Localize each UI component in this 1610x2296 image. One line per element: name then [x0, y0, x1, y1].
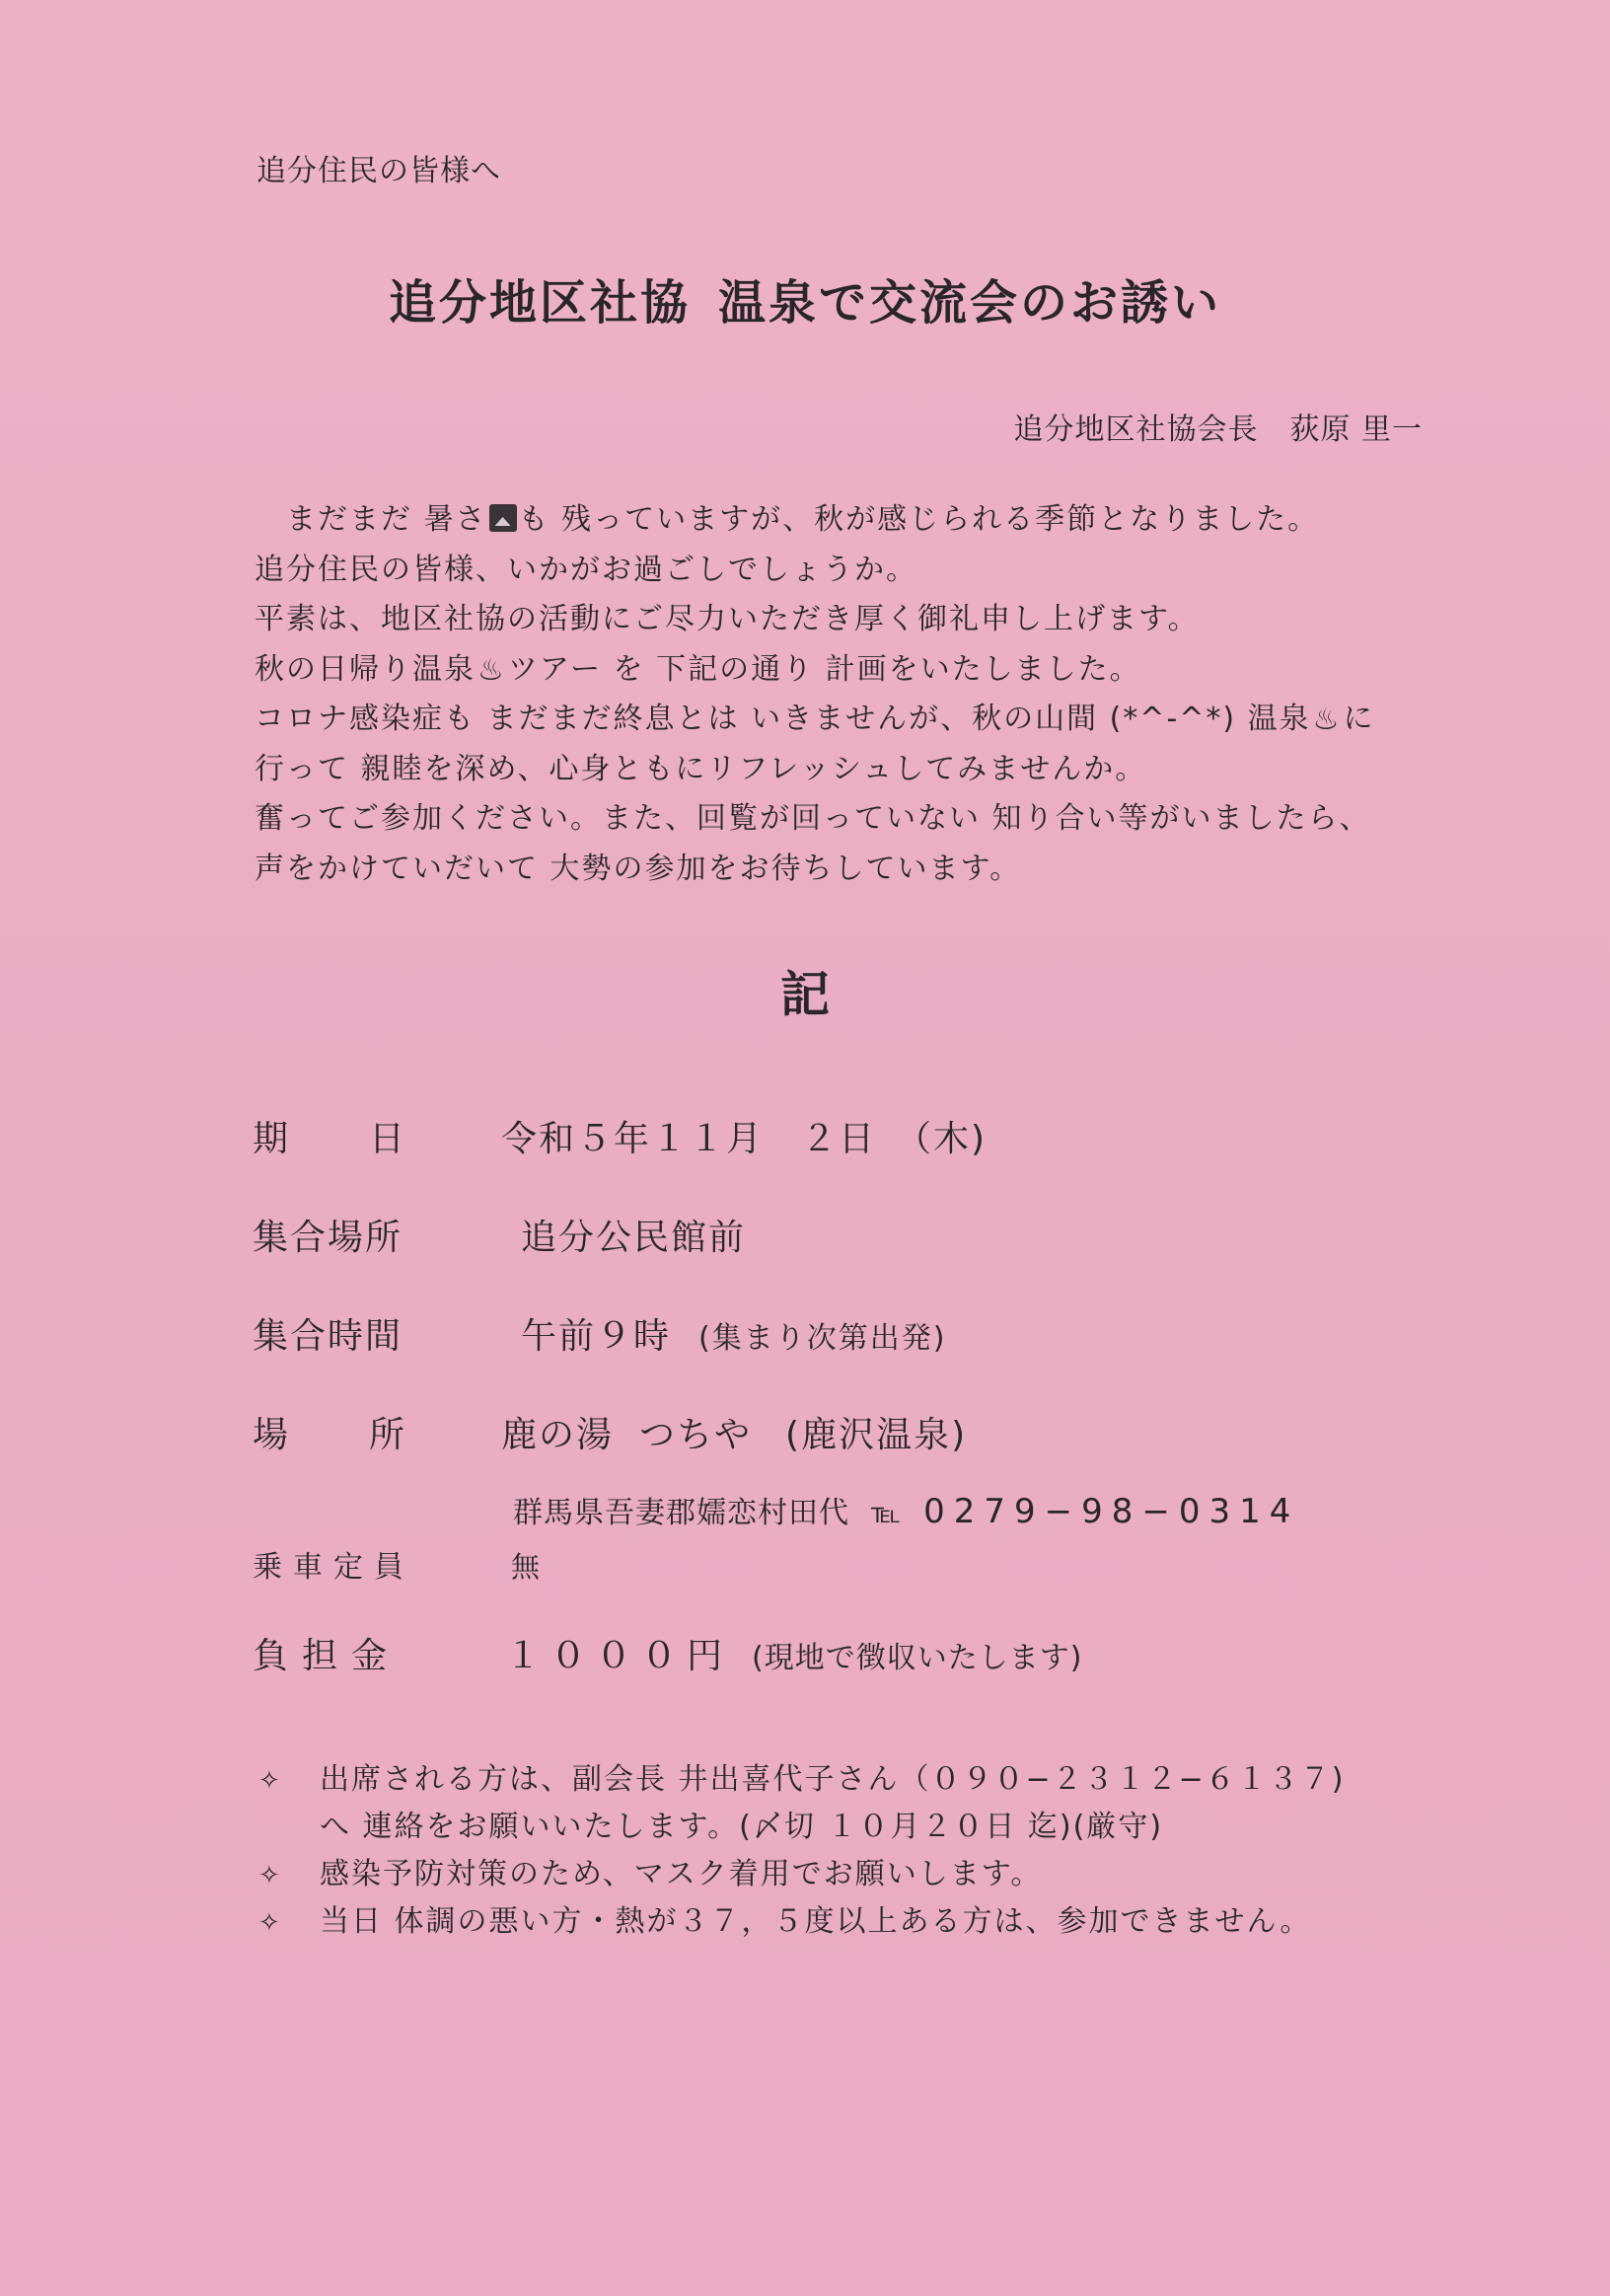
venue-label-char-1: 場 — [253, 1415, 291, 1455]
body-line-8: 声をかけていだいて 大勢の参加をお待ちしています。 — [255, 851, 1022, 886]
date-label-char-2: 日 — [369, 1119, 407, 1159]
hot-spring-icon: ♨ — [477, 652, 506, 688]
note-rsvp-line-1: 出席される方は、副会長 井出喜代子さん（０９０−２３１２−６１３７) — [320, 1762, 1346, 1797]
venue-value — [501, 1407, 967, 1457]
body-line-5 — [255, 695, 1438, 745]
addressee: 追分住民の皆様へ — [256, 154, 501, 188]
note-health-text: 当日 体調の悪い方・熱が３７，５度以上ある方は、参加できません。 — [320, 1904, 1312, 1939]
venue-label — [253, 1407, 406, 1457]
body-line-4a: 秋の日帰り温泉 — [255, 651, 476, 687]
sparkle-bullet-icon: ✧ — [258, 1908, 282, 1938]
body-line-5b: に — [1343, 702, 1375, 736]
sparkle-bullet-icon: ✧ — [258, 1861, 282, 1890]
capacity-label: 乗車定員 — [253, 1550, 414, 1585]
body-line-4 — [255, 645, 1438, 696]
note-rsvp-line-2: へ 連絡をお願いいたします。(〆切 １０月２０日 迄)(厳守) — [320, 1810, 1164, 1844]
body-line-6: 行って 親睦を深め、心身ともにリフレッシュしてみませんか。 — [255, 751, 1147, 786]
venue-note: (鹿沢温泉) — [785, 1415, 968, 1455]
body-line-7: 奮ってご参加ください。また、回覧が回っていない 知り合い等がいましたら、 — [255, 801, 1371, 836]
note-item-rsvp — [258, 1756, 1346, 1804]
page-title — [0, 264, 1610, 333]
fee-note: (現地で徴収いたします) — [752, 1641, 1083, 1675]
fee-value — [505, 1628, 1082, 1678]
author-name: 荻原 里一 — [1289, 412, 1423, 447]
date-label-char-1: 期 — [253, 1119, 291, 1159]
body-line-1a: まだまだ 暑さ — [286, 502, 487, 537]
note-item-mask — [258, 1851, 1346, 1898]
phone-icon: ℡ — [871, 1497, 903, 1529]
body-line-3: 平素は、地区社協の活動にご尽力いただき厚く御礼申し上げます。 — [255, 602, 1200, 636]
body-line-1b: も 残っていますが、秋が感じられる季節となりました。 — [518, 502, 1320, 537]
body-line-1 — [255, 495, 1438, 546]
meeting-time-note: (集まり次第出発) — [698, 1321, 947, 1356]
note-item-health — [258, 1898, 1346, 1946]
meeting-place-value: 追分公民館前 — [521, 1218, 747, 1258]
meeting-place-label: 集合場所 — [253, 1218, 403, 1258]
title-organization: 追分地区社協 — [388, 275, 691, 331]
author-role: 追分地区社協会長 — [1013, 412, 1259, 447]
meeting-time-label: 集合時間 — [253, 1316, 403, 1357]
venue-name-2: つちや — [639, 1415, 753, 1455]
venue-address — [513, 1488, 1299, 1531]
address-text: 群馬県吾妻郡嬬恋村田代 — [513, 1496, 849, 1530]
capacity-value: 無 — [511, 1550, 541, 1584]
sun-icon — [489, 504, 517, 532]
meeting-time: 午前９時 — [521, 1316, 672, 1357]
note-mask-text: 感染予防対策のため、マスク着用でお願いします。 — [320, 1857, 1043, 1891]
body-line-5a: コロナ感染症も まだまだ終息とは いきませんが、秋の山間 (*^-^*) 温泉 — [255, 702, 1311, 736]
venue-name: 鹿の湯 — [501, 1415, 615, 1455]
title-event: 温泉で交流会のお誘い — [718, 275, 1222, 331]
notes-list — [258, 1756, 1346, 1946]
date-label — [253, 1111, 406, 1161]
author — [1013, 405, 1423, 448]
venue-label-char-2: 所 — [369, 1415, 407, 1455]
body-line-4b: ツアー を 下記の通り 計画をいたしました。 — [507, 651, 1141, 687]
date-value: 令和５年１１月 ２日 （木) — [501, 1119, 988, 1159]
invitation-body — [255, 495, 1438, 894]
venue-phone: 0279−98−0314 — [923, 1492, 1300, 1531]
body-line-2: 追分住民の皆様、いかがお過ごしでしょうか。 — [255, 552, 917, 587]
sparkle-bullet-icon: ✧ — [258, 1766, 282, 1796]
meeting-time-value — [521, 1308, 946, 1359]
fee-label: 負担金 — [253, 1636, 402, 1676]
ki-heading: 記 — [780, 966, 830, 1023]
fee-amount: １０００円 — [505, 1636, 733, 1676]
hot-spring-icon: ♨ — [1312, 703, 1342, 737]
